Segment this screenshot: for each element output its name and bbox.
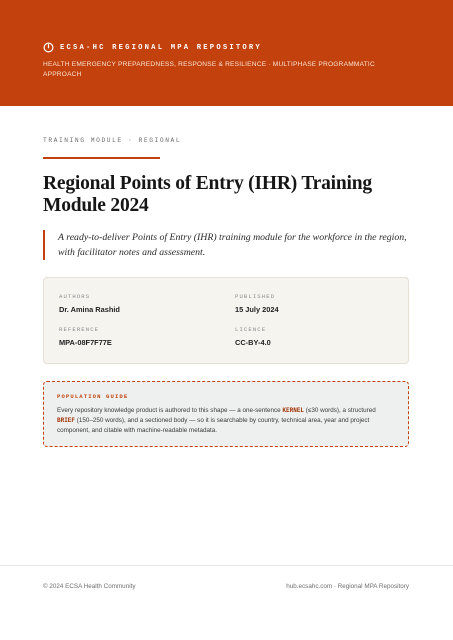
brief-keyword: BRIEF: [57, 417, 76, 425]
guide-body: [57, 406, 395, 437]
header-tagline: HEALTH EMERGENCY PREPAREDNESS, RESPONSE & RESILIENCE · MULTIPHASE PROGRAMMATIC APPROACH: [43, 61, 375, 78]
article-kicker: TRAINING MODULE · REGIONAL: [43, 137, 182, 144]
meta-reference-value: MPA-08F7F77E: [59, 338, 112, 347]
page-title: Regional Points of Entry (IHR) Training Module 2024: [43, 173, 372, 216]
footer-copyright: © 2024 ECSA Health Community: [43, 583, 136, 590]
brand[interactable]: [43, 42, 262, 53]
meta-authors: [59, 293, 120, 314]
kernel-keyword: KERNEL: [282, 407, 305, 414]
brand-name: ECSA-HC REGIONAL MPA REPOSITORY: [60, 43, 262, 52]
power-icon: [43, 42, 54, 53]
article-lede: A ready-to-deliver Points of Entry (IHR) training module for the workforce in the region, with facilitator notes and assessment.: [43, 230, 413, 260]
meta-published-value: 15 July 2024: [235, 305, 279, 314]
guide-text: (≤30 words), a structured: [304, 407, 376, 414]
meta-published-label: PUBLISHED: [235, 293, 276, 300]
accent-divider: [43, 157, 160, 159]
footer-site-link[interactable]: hub.ecsahc.com · Regional MPA Repository: [286, 583, 409, 590]
meta-reference-label: REFERENCE: [59, 326, 100, 333]
meta-authors-label: AUTHORS: [59, 293, 91, 300]
footer-divider: [0, 565, 453, 566]
site-header: [0, 0, 453, 106]
metadata-card: [43, 277, 409, 364]
guide-text: (150–250 words), and a sectioned body — so it is searchable by country, technical area, year and project component, and citable with machine-readable metadata.: [57, 417, 370, 435]
meta-published: [235, 293, 279, 314]
guide-text: Every repository knowledge product is authored to this shape — a one-sentence: [57, 407, 283, 414]
population-guide: [43, 381, 409, 447]
meta-reference: [59, 326, 112, 347]
guide-title: POPULATION GUIDE: [57, 393, 129, 400]
meta-licence: [235, 326, 271, 347]
meta-licence-value: CC-BY-4.0: [235, 338, 271, 347]
meta-authors-value: Dr. Amina Rashid: [59, 305, 120, 314]
meta-licence-label: LICENCE: [235, 326, 267, 333]
